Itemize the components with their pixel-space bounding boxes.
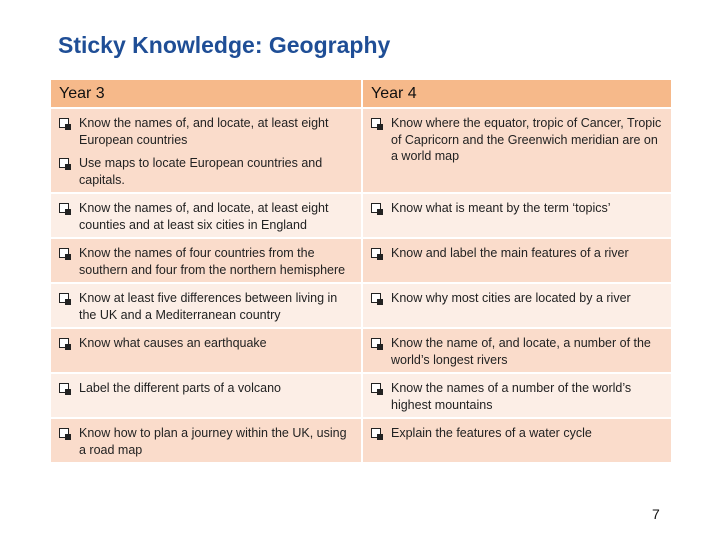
list-item xyxy=(369,115,665,165)
list-item xyxy=(57,115,355,148)
table-cell xyxy=(361,194,671,239)
list-item xyxy=(369,425,665,442)
table-cell xyxy=(51,109,361,194)
column-header-year-4: Year 4 xyxy=(361,80,671,109)
list-item xyxy=(57,245,355,278)
list-item xyxy=(369,335,665,368)
table-cell xyxy=(51,284,361,329)
table-cell xyxy=(51,419,361,464)
item-text: Know the name of, and locate, a number of the world’s longest rivers xyxy=(391,336,651,367)
list-item xyxy=(369,380,665,413)
page-title: Sticky Knowledge: Geography xyxy=(58,32,391,58)
item-text: Know the names of, and locate, at least eight counties and at least six cities in England xyxy=(79,201,329,232)
item-text: Know how to plan a journey within the UK, using a road map xyxy=(79,426,347,457)
checkbox-icon xyxy=(59,158,69,168)
list-item xyxy=(57,425,355,458)
table-cell xyxy=(51,194,361,239)
checkbox-icon xyxy=(371,118,381,128)
list-item xyxy=(57,335,355,352)
item-text: Know the names of a number of the world’s highest mountains xyxy=(391,381,632,412)
checkbox-icon xyxy=(59,203,69,213)
checkbox-icon xyxy=(59,338,69,348)
checkbox-icon xyxy=(371,248,381,258)
page-number: 7 xyxy=(652,506,660,522)
checkbox-icon xyxy=(371,383,381,393)
item-text: Know and label the main features of a river xyxy=(391,246,629,260)
checkbox-icon xyxy=(59,383,69,393)
table-cell xyxy=(361,419,671,464)
table-cell xyxy=(361,329,671,374)
table-cell xyxy=(51,374,361,419)
table-cell xyxy=(361,284,671,329)
list-item xyxy=(57,200,355,233)
list-item xyxy=(369,290,665,307)
item-text: Know why most cities are located by a river xyxy=(391,291,631,305)
checkbox-icon xyxy=(59,428,69,438)
checkbox-icon xyxy=(59,118,69,128)
item-text: Know at least five differences between living in the UK and a Mediterranean country xyxy=(79,291,338,322)
checkbox-icon xyxy=(59,248,69,258)
list-item xyxy=(57,380,355,397)
checkbox-icon xyxy=(371,203,381,213)
item-text: Know where the equator, tropic of Cancer, Tropic of Capricorn and the Greenwich meridian are on a world map xyxy=(391,116,662,163)
list-item xyxy=(369,200,665,217)
column-header-year-3: Year 3 xyxy=(51,80,361,109)
checkbox-icon xyxy=(371,338,381,348)
item-text: Know what causes an earthquake xyxy=(79,336,267,350)
table-cell xyxy=(361,374,671,419)
table-cell xyxy=(361,239,671,284)
table-cell xyxy=(361,109,671,194)
item-text: Explain the features of a water cycle xyxy=(391,426,592,440)
item-text: Know what is meant by the term ‘topics’ xyxy=(391,201,611,215)
item-text: Label the different parts of a volcano xyxy=(79,381,281,395)
list-item xyxy=(369,245,665,262)
list-item xyxy=(57,290,355,323)
table-cell xyxy=(51,329,361,374)
item-text: Know the names of, and locate, at least eight European countries xyxy=(79,116,329,147)
table-cell xyxy=(51,239,361,284)
knowledge-table xyxy=(51,80,671,464)
list-item xyxy=(57,155,355,188)
item-text: Know the names of four countries from the southern and four from the northern hemisphere xyxy=(79,246,346,277)
item-text: Use maps to locate European countries and capitals. xyxy=(79,156,323,187)
checkbox-icon xyxy=(371,293,381,303)
checkbox-icon xyxy=(59,293,69,303)
checkbox-icon xyxy=(371,428,381,438)
